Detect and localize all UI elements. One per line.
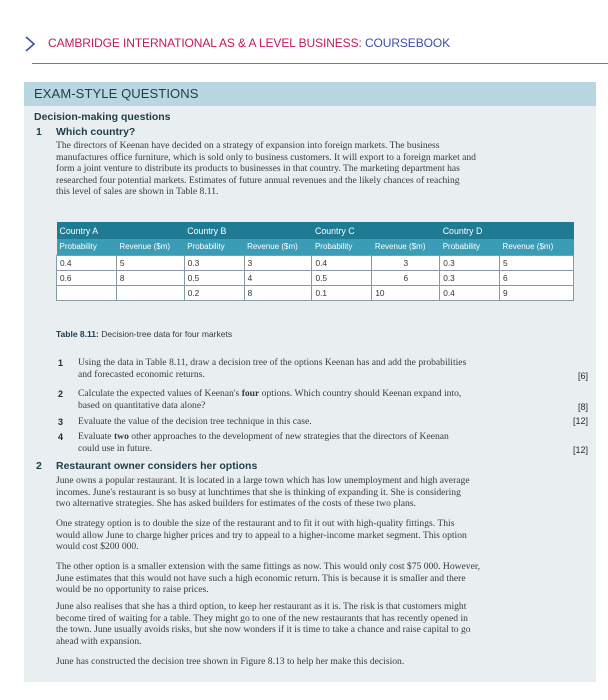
body-line: Using the data in Table 8.11, draw a decision tree of the options Keenan has and add the probabilities <box>78 357 467 368</box>
table-cell: 0.2 <box>184 285 244 300</box>
book-title-main: CAMBRIDGE INTERNATIONAL AS & A LEVEL BUSINESS: <box>48 36 365 50</box>
column-header: Probability <box>184 239 244 255</box>
table-cell: 0.5 <box>184 270 244 285</box>
table-cell: 10 <box>372 285 440 300</box>
body-line: become tired of waiting for a table. They might go to one of the new restaurants that has recently opened in <box>56 612 468 624</box>
text-run: Evaluate <box>78 431 114 442</box>
country-header: Country D <box>440 222 574 239</box>
marks-label: [8] <box>577 402 588 412</box>
book-title <box>48 36 450 50</box>
subquestion-number: 4 <box>58 432 64 442</box>
table-cell: 8 <box>116 270 184 285</box>
body-line: researched four potential markets. Estimates of future annual revenues and the likely chances of reaching <box>56 174 460 186</box>
body-line: June also realises that she has a third option, to keep her restaurant as it is. The risk is that customers might <box>56 601 467 612</box>
body-line: Evaluate the value of the decision tree technique in this case. <box>78 416 312 427</box>
body-line: and forecasted economic returns. <box>78 368 205 380</box>
body-line: would be no opportunity to raise prices. <box>56 584 209 596</box>
question-paragraph <box>56 518 581 553</box>
question-number: 1 <box>36 126 42 138</box>
body-line: this level of sales are shown in Table 8.11. <box>56 186 219 198</box>
column-header: Probability <box>57 239 117 255</box>
table-cell: 9 <box>500 285 574 300</box>
table-cell: 8 <box>244 285 312 300</box>
body-line: June owns a popular restaurant. It is located in a large town which has low unemployment and high average <box>56 475 470 486</box>
header-divider <box>32 63 608 64</box>
marks-label: [6] <box>577 371 588 381</box>
table-cell: 0.4 <box>312 255 372 270</box>
table-row <box>57 255 574 270</box>
body-line: One strategy option is to double the size of the restaurant and to fit it out with high-quality fittings. This <box>56 518 455 529</box>
body-line <box>78 431 558 443</box>
text-run-bold: two <box>113 431 129 442</box>
subquestion-text <box>78 416 558 428</box>
body-line: the town. June usually avoids risks, but she now wonders if it is time to take a chance and raise capital to go <box>56 624 471 636</box>
table-cell: 0.5 <box>312 270 372 285</box>
column-header: Probability <box>440 239 500 255</box>
question-title: Which country? <box>56 126 136 138</box>
table-cell: 0.3 <box>184 255 244 270</box>
body-line: two alternative strategies. She has asked builders for estimates of the costs of these two plans. <box>56 498 416 510</box>
table-cell: 4 <box>244 270 312 285</box>
table-cell: 6 <box>500 270 574 285</box>
body-line: could use in future. <box>78 442 153 454</box>
column-header: Revenue ($m) <box>116 239 184 255</box>
question-paragraph <box>56 601 581 647</box>
country-header: Country B <box>184 222 312 239</box>
table-cell: 3 <box>244 255 312 270</box>
decision-tree-data-table <box>56 222 574 301</box>
table-cell <box>57 285 117 300</box>
column-header: Probability <box>312 239 372 255</box>
question-number: 2 <box>36 460 42 472</box>
subquestion-number: 3 <box>58 417 64 427</box>
table-row <box>57 270 574 285</box>
body-line: June has constructed the decision tree shown in Figure 8.13 to help her make this decision. <box>56 656 405 667</box>
caption-label: Table 8.11: <box>56 329 99 339</box>
text-run: options. Which country should Keenan expand into, <box>259 388 462 399</box>
body-line: ahead with expansion. <box>56 635 142 647</box>
question-body <box>56 140 576 198</box>
subquestion-number: 1 <box>58 358 64 368</box>
question-paragraph <box>56 475 581 510</box>
body-line: The other option is a smaller extension with the same fittings as now. This would only cost $75 000. However, <box>56 561 481 572</box>
table-caption <box>56 329 232 339</box>
body-line: The directors of Keenan have decided on a strategy of expansion into foreign markets. The business <box>56 140 440 151</box>
panel-title: EXAM-STYLE QUESTIONS <box>34 86 199 101</box>
body-line <box>78 388 558 400</box>
country-header: Country C <box>312 222 440 239</box>
table-cell: 0.4 <box>440 285 500 300</box>
question-paragraph <box>56 656 581 668</box>
column-header: Revenue ($m) <box>500 239 574 255</box>
column-header: Revenue ($m) <box>372 239 440 255</box>
text-run: Calculate the expected values of Keenan's <box>78 388 242 399</box>
caption-text: Decision-tree data for four markets <box>98 329 233 339</box>
text-run: other approaches to the development of new strategies that the directors of Keenan <box>128 431 449 442</box>
marks-label: [12] <box>572 445 588 455</box>
table-cell: 0.1 <box>312 285 372 300</box>
body-line: June estimates that this would not have such a high economic return. This is because it is smaller and there <box>56 572 466 584</box>
body-line: based on quantitative data alone? <box>78 399 206 411</box>
chevron-right-icon <box>24 36 36 52</box>
subquestion-text <box>78 388 558 411</box>
subquestion-text <box>78 431 558 454</box>
body-line: incomes. June's restaurant is so busy at lunchtimes that she is thinking of expanding it. She is considering <box>56 486 461 498</box>
book-header <box>0 28 608 60</box>
table-cell: 0.6 <box>57 270 117 285</box>
table-cell: 0.3 <box>440 270 500 285</box>
table-cell <box>116 285 184 300</box>
table-cell: 0.4 <box>57 255 117 270</box>
question-paragraph <box>56 561 581 596</box>
country-header: Country A <box>57 222 185 239</box>
section-title: Decision-making questions <box>34 111 171 123</box>
body-line: manufactures office furniture, which is sold only to business customers. It will export to a foreign market and <box>56 151 476 163</box>
column-header: Revenue ($m) <box>244 239 312 255</box>
body-line: would allow June to charge higher prices and try to appeal to a higher-income market segment. This option <box>56 529 467 541</box>
text-run-bold: four <box>241 388 260 399</box>
body-line: form a joint venture to distribute its products to businesses in that country. The marketing department has <box>56 163 460 175</box>
table-cell: 5 <box>116 255 184 270</box>
table-cell: 0.3 <box>440 255 500 270</box>
table-cell: 5 <box>500 255 574 270</box>
table-row <box>57 285 574 300</box>
book-title-sub: COURSEBOOK <box>364 36 450 50</box>
table-cell: 6 <box>372 270 440 285</box>
body-line: would cost $200 000. <box>56 541 139 553</box>
question-title: Restaurant owner considers her options <box>56 460 258 472</box>
table-cell: 3 <box>372 255 440 270</box>
subquestion-text <box>78 357 558 380</box>
marks-label: [12] <box>572 416 588 426</box>
subquestion-number: 2 <box>58 389 64 399</box>
